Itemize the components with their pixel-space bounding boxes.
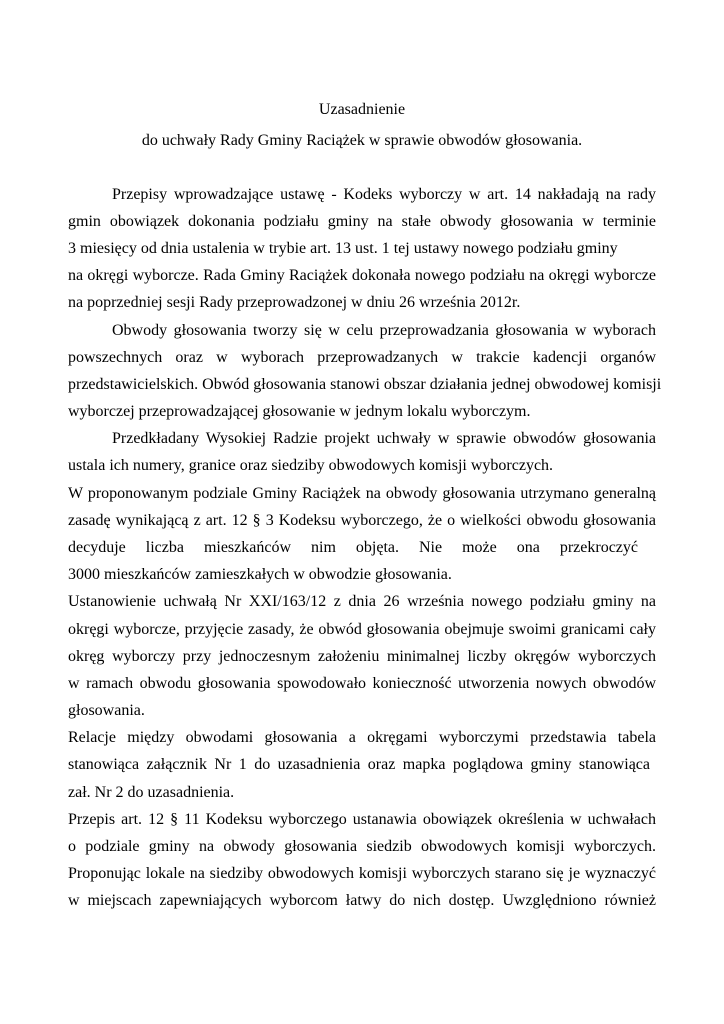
text-line: Przepis art. 12 § 11 Kodeksu wyborczego ustanawia obowiązek określenia w uchwałach bbox=[68, 811, 656, 828]
text-line: zasadę wynikającą z art. 12 § 3 Kodeksu wyborczego, że o wielkości obwodu głosowania bbox=[68, 512, 656, 529]
text-line: ustala ich numery, granice oraz siedziby obwodowych komisji wyborczych. bbox=[68, 457, 554, 474]
text-line: zał. Nr 2 do uzasadnienia. bbox=[68, 784, 235, 801]
text-line: okręgi wyborcze, przyjęcie zasady, że obwód głosowania obejmuje swoimi granicami cały bbox=[68, 621, 656, 638]
text-line: decyduje liczba mieszkańców nim objęta. Nie może ona przekroczyć bbox=[68, 539, 638, 556]
text-line: na poprzedniej sesji Rady przeprowadzonej w dniu 26 września 2012r. bbox=[68, 294, 521, 311]
text-line: wyborczej przeprowadzającej głosowanie w jednym lokalu wyborczym. bbox=[68, 403, 531, 420]
document-subtitle: do uchwały Rady Gminy Raciążek w sprawie obwodów głosowania. bbox=[141, 132, 583, 149]
text-line: okręg wyborczy przy jednoczesnym założeniu minimalnej liczby okręgów wyborczych bbox=[68, 648, 656, 665]
text-line: głosowania. bbox=[68, 702, 145, 719]
text-line: powszechnych oraz w wyborach przeprowadzanych w trakcie kadencji organów bbox=[68, 349, 656, 366]
text-line: stanowiąca załącznik Nr 1 do uzasadnienia oraz mapka poglądowa gminy stanowiąca bbox=[68, 756, 650, 773]
text-line: na okręgi wyborcze. Rada Gminy Raciążek dokonała nowego podziału na okręgi wyborcze bbox=[68, 267, 656, 284]
text-line: W proponowanym podziale Gminy Raciążek na obwody głosowania utrzymano generalną bbox=[68, 485, 656, 502]
text-line: Przepisy wprowadzające ustawę - Kodeks wyborczy w art. 14 nakładają na rady bbox=[112, 186, 656, 203]
text-line: o podziale gminy na obwody głosowania siedzib obwodowych komisji wyborczych. bbox=[68, 838, 656, 855]
text-line: 3000 mieszkańców zamieszkałych w obwodzie głosowania. bbox=[68, 566, 452, 583]
text-line: Proponując lokale na siedziby obwodowych komisji wyborczych starano się je wyznaczyć bbox=[68, 865, 656, 882]
text-line: przedstawicielskich. Obwód głosowania stanowi obszar działania jednej obwodowej komisji bbox=[68, 376, 662, 393]
text-line: Relacje między obwodami głosowania a okręgami wyborczymi przedstawia tabela bbox=[68, 729, 656, 746]
text-line: gmin obowiązek dokonania podziału gminy na stałe obwody głosowania w terminie bbox=[68, 213, 656, 230]
text-line: Ustanowienie uchwałą Nr XXI/163/12 z dnia 26 września nowego podziału gminy na bbox=[68, 593, 656, 610]
document-title: Uzasadnienie bbox=[318, 101, 406, 118]
text-line: Przedkładany Wysokiej Radzie projekt uchwały w sprawie obwodów głosowania bbox=[112, 430, 656, 447]
text-line: Obwody głosowania tworzy się w celu przeprowadzania głosowania w wyborach bbox=[112, 322, 656, 339]
text-line: w ramach obwodu głosowania spowodowało konieczność utworzenia nowych obwodów bbox=[68, 675, 656, 692]
text-line: 3 miesięcy od dnia ustalenia w trybie art. 13 ust. 1 tej ustawy nowego podziału gminy bbox=[68, 240, 618, 257]
text-line: w miejscach zapewniających wyborcom łatwy do nich dostęp. Uwzględniono również bbox=[68, 892, 656, 909]
